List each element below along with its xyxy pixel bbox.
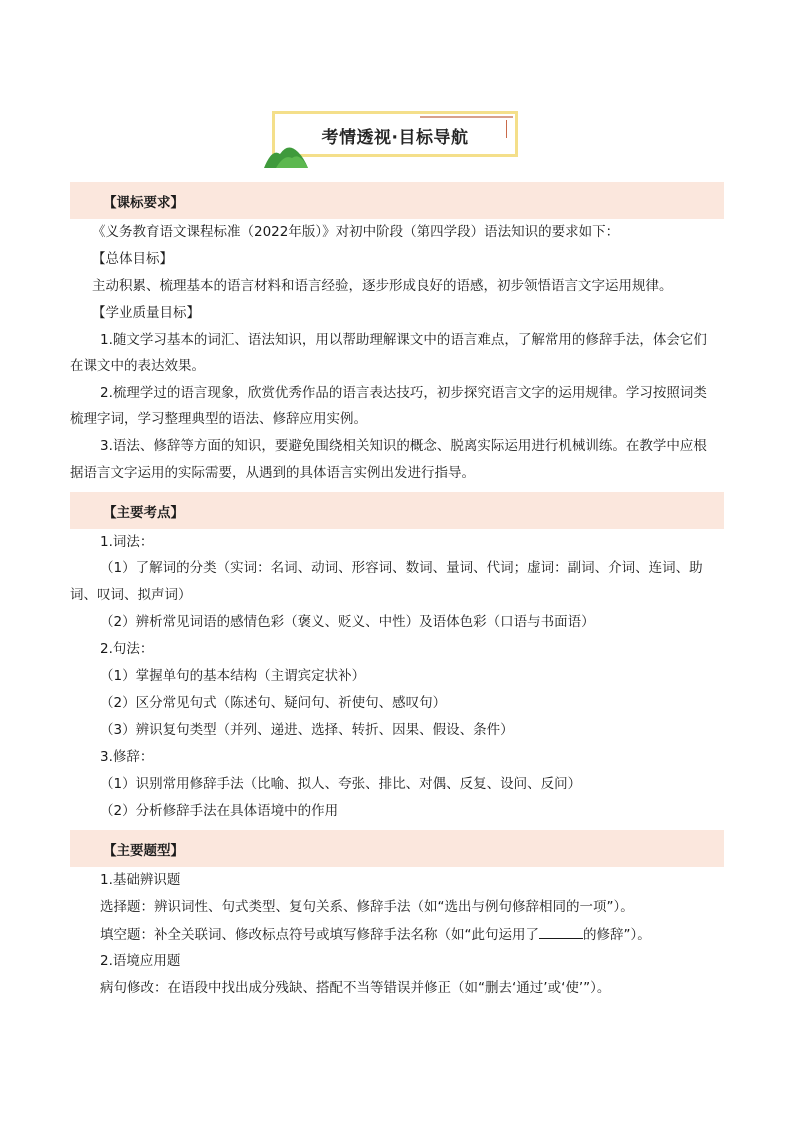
- answer-blank: [539, 924, 583, 939]
- rhetoric-item-1: （1）识别常用修辞手法（比喻、拟人、夸张、排比、对偶、反复、设问、反问）: [100, 776, 582, 792]
- section-heading: 【主要考点】: [103, 505, 184, 521]
- morphology-item-2: （2）辨析常见词语的感情色彩（褒义、贬义、中性）及语体色彩（口语与书面语）: [100, 614, 595, 630]
- section-heading: 【课标要求】: [103, 195, 184, 211]
- quality-item-2-line-2: 梳理字词，学习整理典型的语法、修辞应用实例。: [70, 411, 367, 427]
- syntax-item-3: （3）辨识复句类型（并列、递进、选择、转折、因果、假设、条件）: [100, 722, 514, 738]
- fill-blank-desc-b: 的修辞”）。: [583, 927, 651, 943]
- section-header-standards: [70, 182, 724, 219]
- quality-goal-label: 【学业质量目标】: [92, 305, 200, 321]
- overall-goal-label: 【总体目标】: [92, 251, 173, 267]
- section-header-question-types: [70, 830, 724, 867]
- question-type-1: 1.基础辨识题: [100, 872, 181, 888]
- quality-item-1-line-2: 在课文中的表达效果。: [70, 358, 205, 374]
- overall-goal-text: 主动积累、梳理基本的语言材料和语言经验，逐步形成良好的语感，初步领悟语言文字运用规律。: [92, 278, 673, 294]
- category-rhetoric: 3.修辞：: [100, 749, 154, 765]
- banner-title: 考情透视·目标导航: [321, 128, 469, 148]
- category-syntax: 2.句法：: [100, 641, 154, 657]
- sentence-correction-desc: 病句修改：在语段中找出成分残缺、搭配不当等错误并修正（如“删去‘通过’或‘使’”）。: [100, 980, 611, 996]
- quality-item-1-line-1: 1.随文学习基本的词汇、语法知识，用以帮助理解课文中的语言难点，了解常用的修辞手法，体会它们: [100, 332, 707, 348]
- syntax-item-1: （1）掌握单句的基本结构（主谓宾定状补）: [100, 668, 366, 684]
- quality-item-3-line-2: 据语言文字运用的实际需要，从遇到的具体语言实例出发进行指导。: [70, 465, 475, 481]
- quality-item-3-line-1: 3.语法、修辞等方面的知识，要避免围绕相关知识的概念、脱离实际运用进行机械训练。在教学中应根: [100, 438, 707, 454]
- syntax-item-2: （2）区分常见句式（陈述句、疑问句、祈使句、感叹句）: [100, 695, 447, 711]
- section-header-key-points: [70, 492, 724, 529]
- morphology-item-1-line-1: （1）了解词的分类（实词：名词、动词、形容词、数词、量词、代词；虚词：副词、介词、连词、助: [100, 560, 703, 576]
- banner-accent-mark: [506, 120, 508, 138]
- morphology-item-1-line-2: 词、叹词、拟声词）: [70, 587, 192, 603]
- question-type-2: 2.语境应用题: [100, 953, 181, 969]
- category-morphology: 1.词法：: [100, 534, 154, 550]
- rhetoric-item-2: （2）分析修辞手法在具体语境中的作用: [100, 803, 339, 819]
- standards-intro: 《义务教育语文课程标准（2022年版）》对初中阶段（第四学段）语法知识的要求如下：: [92, 224, 620, 240]
- section-heading: 【主要题型】: [103, 843, 184, 859]
- fill-blank-desc-a: 填空题：补全关联词、修改标点符号或填写修辞手法名称（如“此句运用了: [100, 927, 539, 943]
- banner-accent-line: [420, 116, 513, 118]
- hills-icon: [262, 140, 310, 168]
- quality-item-2-line-1: 2.梳理学过的语言现象，欣赏优秀作品的语言表达技巧，初步探究语言文字的运用规律。学习按照词类: [100, 385, 707, 401]
- multiple-choice-desc: 选择题：辨识词性、句式类型、复句关系、修辞手法（如“选出与例句修辞相同的一项”）。: [100, 899, 634, 915]
- fill-blank-desc: [100, 924, 651, 945]
